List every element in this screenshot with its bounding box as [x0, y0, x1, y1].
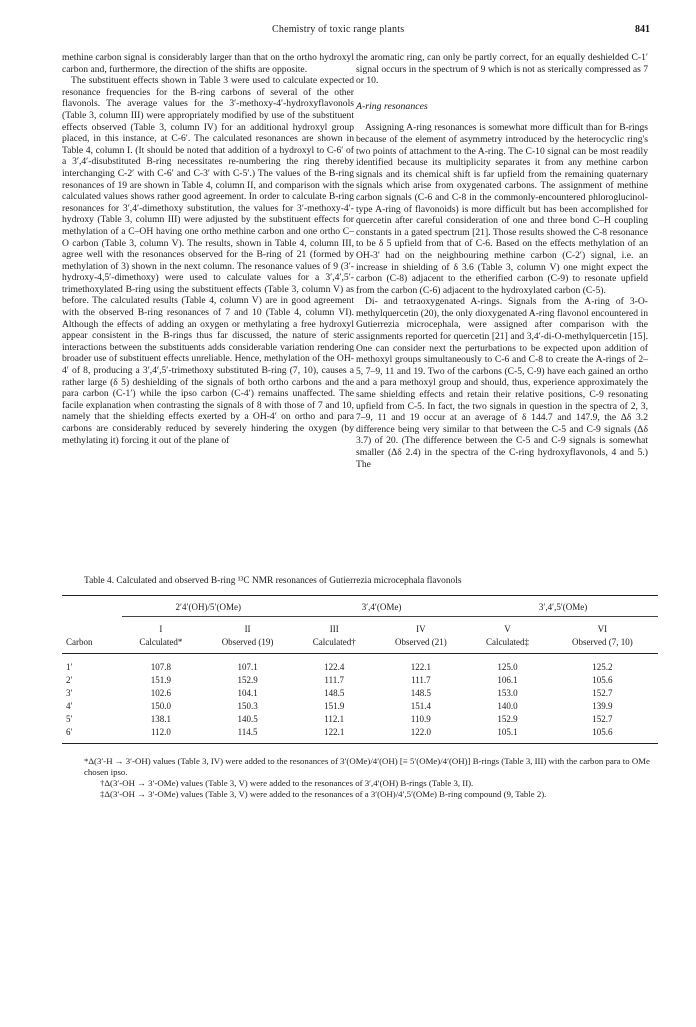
- table-row: [62, 687, 658, 700]
- table-cell: 152.9: [497, 714, 518, 724]
- table-cell: 152.7: [592, 714, 613, 724]
- footnote: ‡Δ(3′-OH → 3′-OMe) values (Table 3, V) were added to the resonances of a 3′(OH)/4′,5′(OMe) B-ring compound (9, Table 2).: [100, 789, 547, 799]
- table-cell: 105.6: [547, 726, 658, 744]
- column-header: Observed (21): [374, 635, 469, 654]
- table-cell: 122.4: [324, 662, 345, 672]
- column-header: Calculated*: [122, 635, 201, 654]
- footnote: †Δ(3′-OH → 3′-OMe) values (Table 3, V) were added to the resonances of 3′,4′(OH) B-rings (Table 3, II).: [100, 778, 474, 788]
- paragraph: The substituent effects shown in Table 3 were used to calculate expected resonance frequencies for the B-ring carbons of several of the other flavonols. The average values for the 3′-methoxy-4′-hydroxyflavonols (Table 3, column III) were appropriately modified by use of the substituent effects observed (Table 3, column IV) for an additional hydroxyl group placed, in this instance, at C-6′. The calculated resonances are shown in Table 4, column I. (It should be noted that addition of a hydroxyl to C-6′ of a 3′,4′-disubstituted B-ring necessitates re-numbering the ring thereby interchanging C-2′ with C-6′ and C-3′ with C-5′.) The values of the B-ring resonances of 19 are shown in Table 4, column II, and comparison with the calculated values shows rather good agreement. In order to calculate B-ring resonances for 3′,4′-dimethoxy substitution, the values for 3′-methoxy-4′-hydroxy (Table 3, column III) were adjusted by the substituent effects for methylation of a C–OH having one ortho methine carbon and one ortho C–O carbon (Table 3, column V). The results, shown in Table 4, column III, agree well with the resonances observed for the B-ring of 21 (formed by methylation of 3) shown in the next column. The resonance values of 9 (3′-hydroxy-4,5′-dimethoxy) were used to calculate values for a 3′,4′,5′-trimethoxylated B-ring using the substituent effects (Table 3, column V) as before. The calculated results (Table 4, column V) are in good agreement with the observed B-ring resonances of 7 and 10 (Table 4, column VI). Although the effects of adding an oxygen or methylating a free hydroxyl appear consistent in the B-rings thus far discussed, the nature of steric interactions between the substituents adds considerable variation rendering broader use of substituent effects unreliable. Hence, methylation of the OH-4′ of 8, producing a 3′,4′,5′-trimethoxy substituted B-ring (7, 10), causes a rather large (δ 5) deshielding of the signals of both ortho carbons and the para carbon (C-1′) while the ipso carbon (C-4′) remains unaffected. The facile explanation when contrasting the signals of 8 with those of 7 and 10, namely that the shielding effects exerted by a OH-4′ on ortho and para carbons are considerably reduced by severely hindering the oxygen (by methylating it) forcing it out of the plane of: [62, 75, 354, 446]
- table-cell: 112.1: [324, 714, 345, 724]
- table-cell: 148.5: [324, 688, 345, 698]
- group-spacer: [62, 596, 122, 617]
- table-cell: 104.1: [237, 688, 258, 698]
- paragraph: the aromatic ring, can only be partly correct, for an equally deshielded C-1′ signal occurs in the spectrum of 9 which is not as sterically compressed as 7 or 10.: [356, 52, 649, 87]
- table-row: [62, 654, 658, 674]
- section-heading: A-ring resonances: [356, 100, 428, 112]
- table-cell: 111.7: [411, 675, 431, 685]
- table-cell: 122.1: [295, 726, 374, 744]
- table-cell: 140.0: [497, 701, 518, 711]
- table-row: [62, 713, 658, 726]
- group-header: 3′,4′,5′(OMe): [468, 596, 658, 617]
- table-cell: 106.1: [497, 675, 518, 685]
- table-cell: 151.9: [324, 701, 345, 711]
- table-group-row: [62, 596, 658, 617]
- roman-header: V: [504, 624, 511, 634]
- left-column: [62, 52, 354, 446]
- column-header-row: [62, 635, 658, 654]
- table-cell: 151.4: [410, 701, 431, 711]
- roman-header: IV: [416, 624, 426, 634]
- roman-header: II: [244, 624, 251, 634]
- table-cell: 107.1: [237, 662, 258, 672]
- table-cell: 1′: [66, 662, 73, 672]
- table-cell: 105.6: [592, 675, 613, 685]
- table-4: [62, 576, 658, 800]
- paragraph: Di- and tetraoxygenated A-rings. Signals from the A-ring of 3-O-methylquercetin (20), the only dioxygenated A-ring flavonol encountered in Gutierrezia microcephala, were assigned after comparison with the assignments reported for quercetin [21] and 3,4′-di-O-methylquercetin [15]. One can consider next the perturbations to be expected upon addition of methoxyl groups simultaneously to C-6 and C-8 to create the A-rings of 2–5, 7–9, 11 and 19. Two of the carbons (C-5, C-9) have each gained an ortho and a para methoxyl group and should, thus, experience approximately the same shielding effects and retain their relative positions, C-9 resonating upfield from C-5. In fact, the two signals in question in the spectra of 2, 3, 7–9, 11 and 19 occur at an average of δ 144.7 and 147.9, the Δδ 3.2 difference being very similar to that between the C-5 and C-9 signals (Δδ 3.7) of 20. (The difference between the C-5 and C-9 signals is somewhat smaller (Δδ 2.4) in the spectra of the C-ring hydroxyflavonols, 4 and 5.) The: [356, 296, 648, 470]
- table-cell: 152.7: [592, 688, 613, 698]
- roman-header: III: [329, 624, 339, 634]
- table-cell: 112.0: [122, 726, 201, 744]
- table-cell: 4′: [66, 701, 73, 711]
- table-cell: 122.1: [410, 662, 431, 672]
- footnote: *Δ(3′-H → 3′-OH) values (Table 3, IV) were added to the resonances of 3′(OMe)/4′(OH) [≡ 5′(OMe)/4′(OH)] B-rings (Table 3, III) with the carbon para to OMe chosen ipso.: [84, 756, 650, 777]
- table-cell: 150.3: [237, 701, 258, 711]
- table-cell: 140.5: [237, 714, 258, 724]
- roman-spacer: [62, 617, 122, 636]
- table-cell: 114.5: [200, 726, 295, 744]
- table-cell: 110.9: [410, 714, 431, 724]
- paragraph: methine carbon signal is considerably larger than that on the ortho hydroxyl carbon and, furthermore, the direction of the shifts are opposite.: [62, 52, 354, 75]
- table-cell: 107.8: [150, 662, 172, 672]
- table-cell: 5′: [66, 714, 73, 724]
- table-footnotes: [62, 756, 658, 800]
- table-caption: Table 4. Calculated and observed B-ring ¹³C NMR resonances of Gutierrezia microcephala flavonols: [84, 576, 462, 586]
- paragraph: Assigning A-ring resonances is somewhat more difficult than for B-rings because of the element of asymmetry introduced by the heterocyclic ring's two points of attachment to the A-ring. The C-10 signal can be most readily identified because its multiplicity separates it from any methine carbon signals and its chemical shift is far upfield from the remaining quaternary signals which arise from oxygenated carbons. The assignment of methine carbon signals (C-6 and C-8 in the commonly-encountered phloroglucinol-type A-ring of flavonoids) is more difficult but has been accomplished for quercetin after careful consideration of one and three bond C–H coupling constants in a gated spectrum [21]. Those results showed the C-8 resonance to be δ 5 upfield from that of C-6. Based on the effects methylation of an OH-3′ had on the neighbouring methine carbon (C-2′) signal, i.e. an increase in shielding of δ 3.6 (Table 3, column V) one might expect the carbon (C-8) adjacent to the etherified carbon (C-9) to resonate upfield from the carbon (C-6) adjacent to the hydroxylated carbon (C-5).: [356, 122, 648, 296]
- table-row: [62, 726, 658, 744]
- table-cell: 3′: [66, 688, 73, 698]
- table-cell: 152.9: [237, 675, 258, 685]
- column-header: Observed (7, 10): [547, 635, 658, 654]
- table-cell: 153.0: [497, 688, 518, 698]
- table-cell: 148.5: [410, 688, 431, 698]
- table-cell: 139.9: [592, 701, 613, 711]
- table-cell: 151.9: [150, 675, 172, 685]
- table-cell: 125.0: [497, 662, 518, 672]
- right-column: [356, 52, 648, 470]
- table-cell: 138.1: [150, 714, 172, 724]
- table-row: [62, 700, 658, 713]
- table-cell: 2′: [66, 675, 73, 685]
- group-header: 2′4′(OH)/5′(OMe): [122, 596, 295, 617]
- column-header: Carbon: [62, 635, 122, 654]
- roman-header: I: [159, 624, 163, 634]
- table-cell: 125.2: [592, 662, 613, 672]
- table-cell: 105.1: [468, 726, 547, 744]
- column-header: Observed (19): [200, 635, 295, 654]
- column-header: Calculated‡: [468, 635, 547, 654]
- group-header: 3′,4′(OMe): [295, 596, 468, 617]
- table-cell: 102.6: [150, 688, 172, 698]
- roman-header: VI: [597, 624, 608, 634]
- roman-numeral-row: [62, 617, 658, 636]
- running-header: [62, 24, 650, 38]
- page-number: 841: [635, 24, 650, 35]
- table-cell: 122.0: [374, 726, 469, 744]
- nmr-table: [62, 595, 658, 744]
- table-cell: 6′: [62, 726, 122, 744]
- journal-section-title: Chemistry of toxic range plants: [272, 24, 405, 35]
- table-cell: 150.0: [150, 701, 172, 711]
- table-cell: 111.7: [324, 675, 344, 685]
- table-row: [62, 674, 658, 687]
- column-header: Calculated†: [295, 635, 374, 654]
